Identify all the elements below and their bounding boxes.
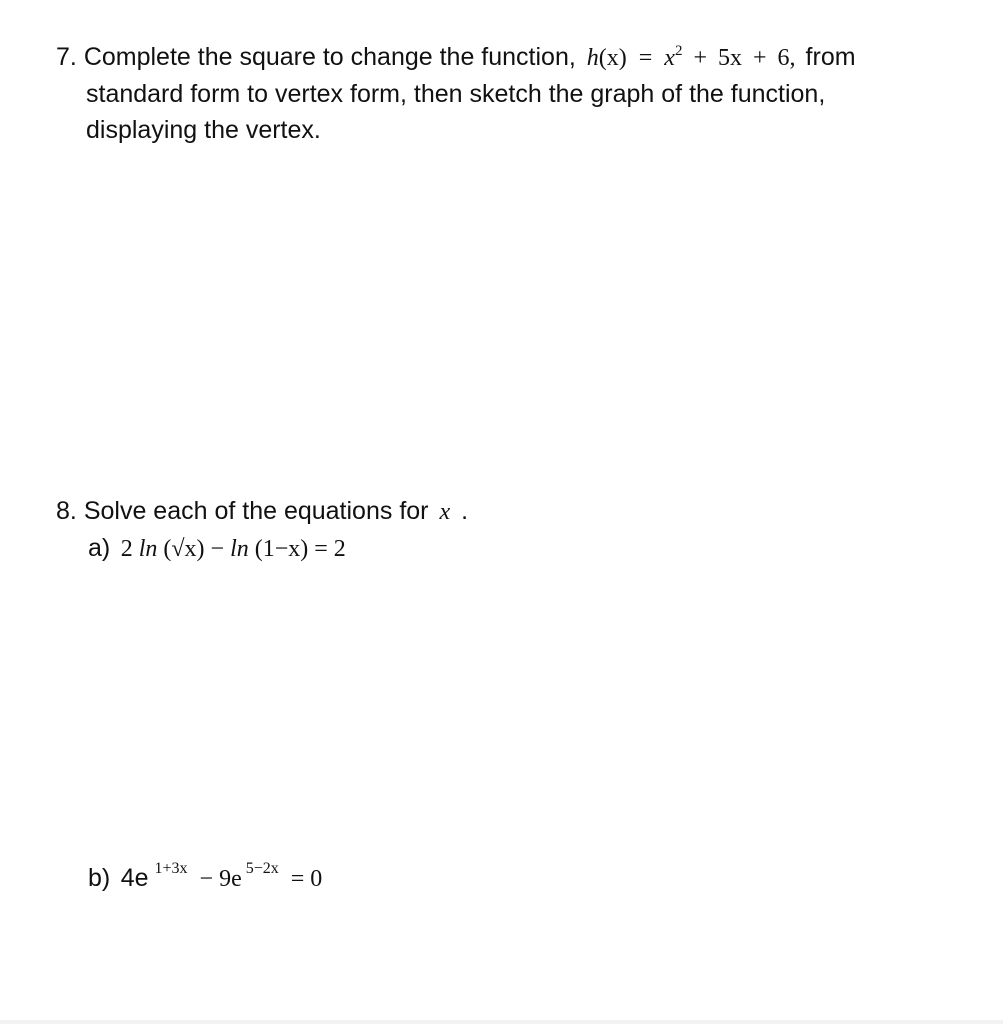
- q7-line2: standard form to vertex form, then sketch the graph of the function,: [86, 80, 826, 108]
- q8a-ln1: ln: [138, 536, 158, 562]
- q8-period: .: [461, 497, 469, 525]
- q7-number: 7.: [56, 43, 77, 71]
- q8a-equation: [88, 534, 346, 563]
- q7-x: x: [664, 45, 675, 71]
- q8-var: x: [439, 499, 451, 525]
- q8b-exp2: 5−2x: [245, 860, 279, 877]
- q8b-minus: −: [199, 866, 214, 892]
- q7-plus2: +: [753, 45, 767, 71]
- q7-plus1: +: [693, 45, 707, 71]
- q8-line1: [56, 497, 468, 526]
- q8b-equation: [88, 860, 323, 893]
- q8b-term1: 4e: [120, 864, 149, 892]
- q7-line1: [56, 43, 856, 72]
- q8a-label: a): [88, 534, 111, 562]
- q7-fn-arg: (x): [598, 45, 627, 71]
- q8a-minus: −: [210, 536, 225, 562]
- q7-term2: 5x: [718, 45, 742, 71]
- q8b-rhs: = 0: [290, 866, 323, 892]
- q8b-label: b): [88, 864, 111, 892]
- q8a-arg2: (1−x): [254, 536, 309, 562]
- q7-function: [587, 45, 802, 71]
- q7-line3: displaying the vertex.: [86, 116, 321, 144]
- page-bottom-edge: [0, 1020, 1003, 1024]
- q7-from: from: [805, 43, 856, 71]
- q7-square: 2: [674, 43, 683, 59]
- q8b-expression: [120, 860, 323, 892]
- q8a-rhs: = 2: [314, 536, 346, 562]
- q8-number: 8.: [56, 497, 77, 525]
- q8b-exp1: 1+3x: [154, 860, 188, 877]
- q8a-arg1: (√x): [163, 536, 205, 562]
- q8a-coef: 2: [120, 536, 133, 562]
- q7-const: 6,: [777, 45, 796, 71]
- q8a-ln2: ln: [230, 536, 249, 562]
- q8b-term2: 9e: [219, 866, 242, 892]
- q7-intro: Complete the square to change the function,: [83, 43, 576, 71]
- q7-equals: =: [638, 45, 653, 71]
- q8a-expression: [121, 536, 346, 562]
- q7-fn-name: h: [586, 45, 599, 71]
- q8-intro: Solve each of the equations for: [83, 497, 429, 525]
